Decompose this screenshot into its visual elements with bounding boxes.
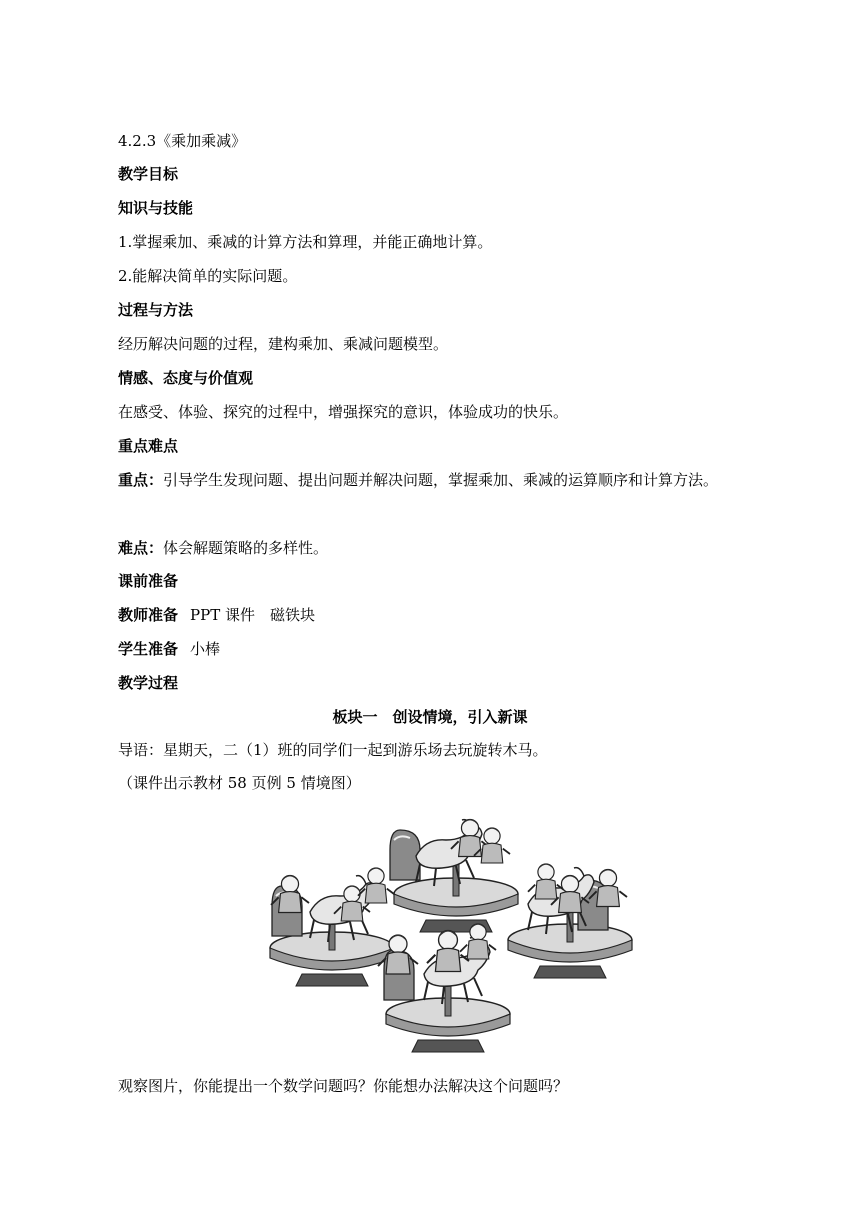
key-point-text: 引导学生发现问题、提出问题并解决问题，掌握乘加、乘减的运算顺序和计算方法。: [163, 471, 719, 489]
courseware-note: （课件出示教材 58 页例 5 情境图）: [118, 774, 361, 792]
heading-knowledge: 知识与技能: [118, 199, 194, 217]
teacher-prep-label: 教师准备: [118, 606, 179, 624]
block-one-title: 板块一 创设情境，引入新课: [332, 708, 528, 726]
difficulty-label: 难点：: [118, 539, 164, 557]
teacher-prep-line: [118, 604, 315, 626]
knowledge-item-2: 2.能解决简单的实际问题。: [118, 267, 298, 285]
carousel-illustration-icon: [266, 808, 634, 1060]
intro-text: 导语：星期天，二（1）班的同学们一起到游乐场去玩旋转木马。: [118, 741, 548, 759]
key-point-label: 重点：: [118, 471, 164, 489]
heading-process: 过程与方法: [118, 301, 194, 319]
question-text: 观察图片，你能提出一个数学问题吗？你能想办法解决这个问题吗？: [118, 1077, 569, 1095]
emotion-text: 在感受、体验、探究的过程中，增强探究的意识，体验成功的快乐。: [118, 403, 569, 421]
process-text: 经历解决问题的过程，建构乘加、乘减问题模型。: [118, 335, 449, 353]
lesson-title: 4.2.3《乘加乘减》: [118, 132, 247, 150]
key-point-paragraph: [84, 463, 784, 497]
heading-objectives: 教学目标: [118, 165, 179, 183]
difficulty-text: 体会解题策略的多样性。: [163, 539, 329, 557]
heading-emotion: 情感、态度与价值观: [118, 369, 254, 387]
heading-preparation: 课前准备: [118, 572, 179, 590]
difficulty-line: [118, 537, 328, 559]
heading-teaching-process: 教学过程: [118, 674, 179, 692]
student-prep-label: 学生准备: [118, 640, 179, 658]
student-prep-items: 小棒: [190, 640, 221, 658]
student-prep-line: [118, 638, 220, 660]
teacher-prep-items: PPT 课件 磁铁块: [190, 606, 315, 624]
knowledge-item-1: 1.掌握乘加、乘减的计算方法和算理，并能正确地计算。: [118, 233, 493, 251]
heading-key-points: 重点难点: [118, 437, 179, 455]
